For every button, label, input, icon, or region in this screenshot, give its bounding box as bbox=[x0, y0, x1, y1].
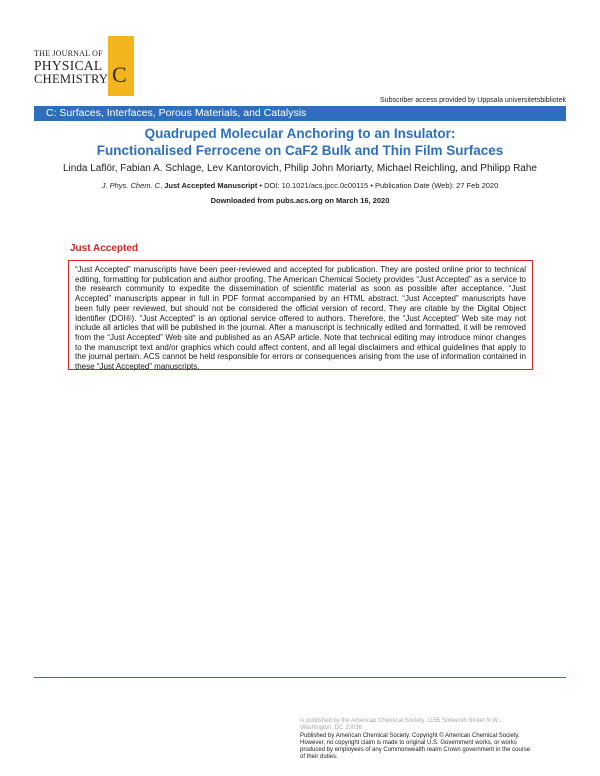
section-label: C: Surfaces, Interfaces, Porous Materials, and Catalysis bbox=[46, 107, 307, 119]
article-title-line-1: Quadruped Molecular Anchoring to an Insulator: bbox=[144, 126, 456, 141]
footer-copyright-note-3: of their duties. bbox=[300, 754, 338, 760]
author-list: Linda Laflör, Fabian A. Schlage, Lev Kantorovich, Philip John Moriarty, Michael Reichling, and Philipp Rahe bbox=[63, 163, 537, 174]
section-banner bbox=[34, 106, 566, 121]
just-accepted-heading: Just Accepted bbox=[70, 243, 138, 254]
just-accepted-notice-box bbox=[68, 260, 533, 370]
journal-logo-text bbox=[34, 50, 108, 85]
subscriber-notice: Subscriber access provided by Uppsala universitetsbibliotek bbox=[380, 97, 566, 104]
footer-publisher-city: Washington, DC 20036 bbox=[300, 725, 362, 731]
download-date: Downloaded from pubs.acs.org on March 16, 2020 bbox=[210, 196, 390, 205]
footer-copyright-note-2: produced by employees of any Commonwealth realm Crown government in the course bbox=[300, 747, 531, 753]
logo-letter: C bbox=[112, 62, 127, 87]
logo-line-1: THE JOURNAL OF bbox=[34, 49, 103, 58]
citation-line: J. Phys. Chem. C, Just Accepted Manuscript • DOI: 10.1021/acs.jpcc.0c00115 • Publication Date (Web): 27 Feb 2020 bbox=[101, 181, 499, 190]
footer-copyright: Published by American Chemical Society. Copyright © American Chemical Society. bbox=[300, 733, 520, 739]
logo-line-3: CHEMISTRY bbox=[34, 71, 109, 86]
logo-accent-box bbox=[108, 36, 134, 96]
manuscript-status: Just Accepted Manuscript bbox=[164, 181, 258, 190]
footer-copyright-note-1: However, no copyright claim is made to original U.S. Government works, or works bbox=[300, 740, 517, 746]
footer-divider bbox=[34, 677, 566, 678]
article-title-line-2: Functionalised Ferrocene on CaF2 Bulk and Thin Film Surfaces bbox=[96, 143, 504, 158]
footer-publisher-address: is published by the American Chemical Society. 1155 Sixteenth Street N.W., bbox=[300, 718, 501, 724]
just-accepted-notice-text: “Just Accepted” manuscripts have been peer-reviewed and accepted for publication. They are posted online prior to technical editing, formatting for publication and author proofing. The American Chemical Society provides “Just Accepted” as a service to the research community to expedite the dissemination of scientific material as soon as possible after acceptance. “Just Accepted” manuscripts appear in full in PDF format accompanied by an HTML abstract. “Just Accepted” manuscripts have been fully peer reviewed, but should not be considered the official version of record. They are citable by the Digital Object Identifier (DOI®). “Just Accepted” is an optional service offered to authors. Therefore, the “Just Accepted” Web site may not include all articles that will be published in the journal. After a manuscript is technically edited and formatted, it will be removed from the “Just Accepted” Web site and published as an ASAP article. Note that technical editing may introduce minor changes to the manuscript text and/or graphics which could affect content, and all legal disclaimers and ethical guidelines that apply to the journal pertain. ACS cannot be held responsible for errors or consequences arising from the use of information contained in these “Just Accepted” manuscripts. bbox=[75, 265, 526, 372]
doi-publication-date: • DOI: 10.1021/acs.jpcc.0c00115 • Publication Date (Web): 27 Feb 2020 bbox=[257, 181, 499, 190]
journal-name: J. Phys. Chem. C bbox=[101, 181, 161, 190]
logo-line-2: PHYSICAL bbox=[34, 58, 103, 73]
journal-logo bbox=[34, 36, 134, 96]
